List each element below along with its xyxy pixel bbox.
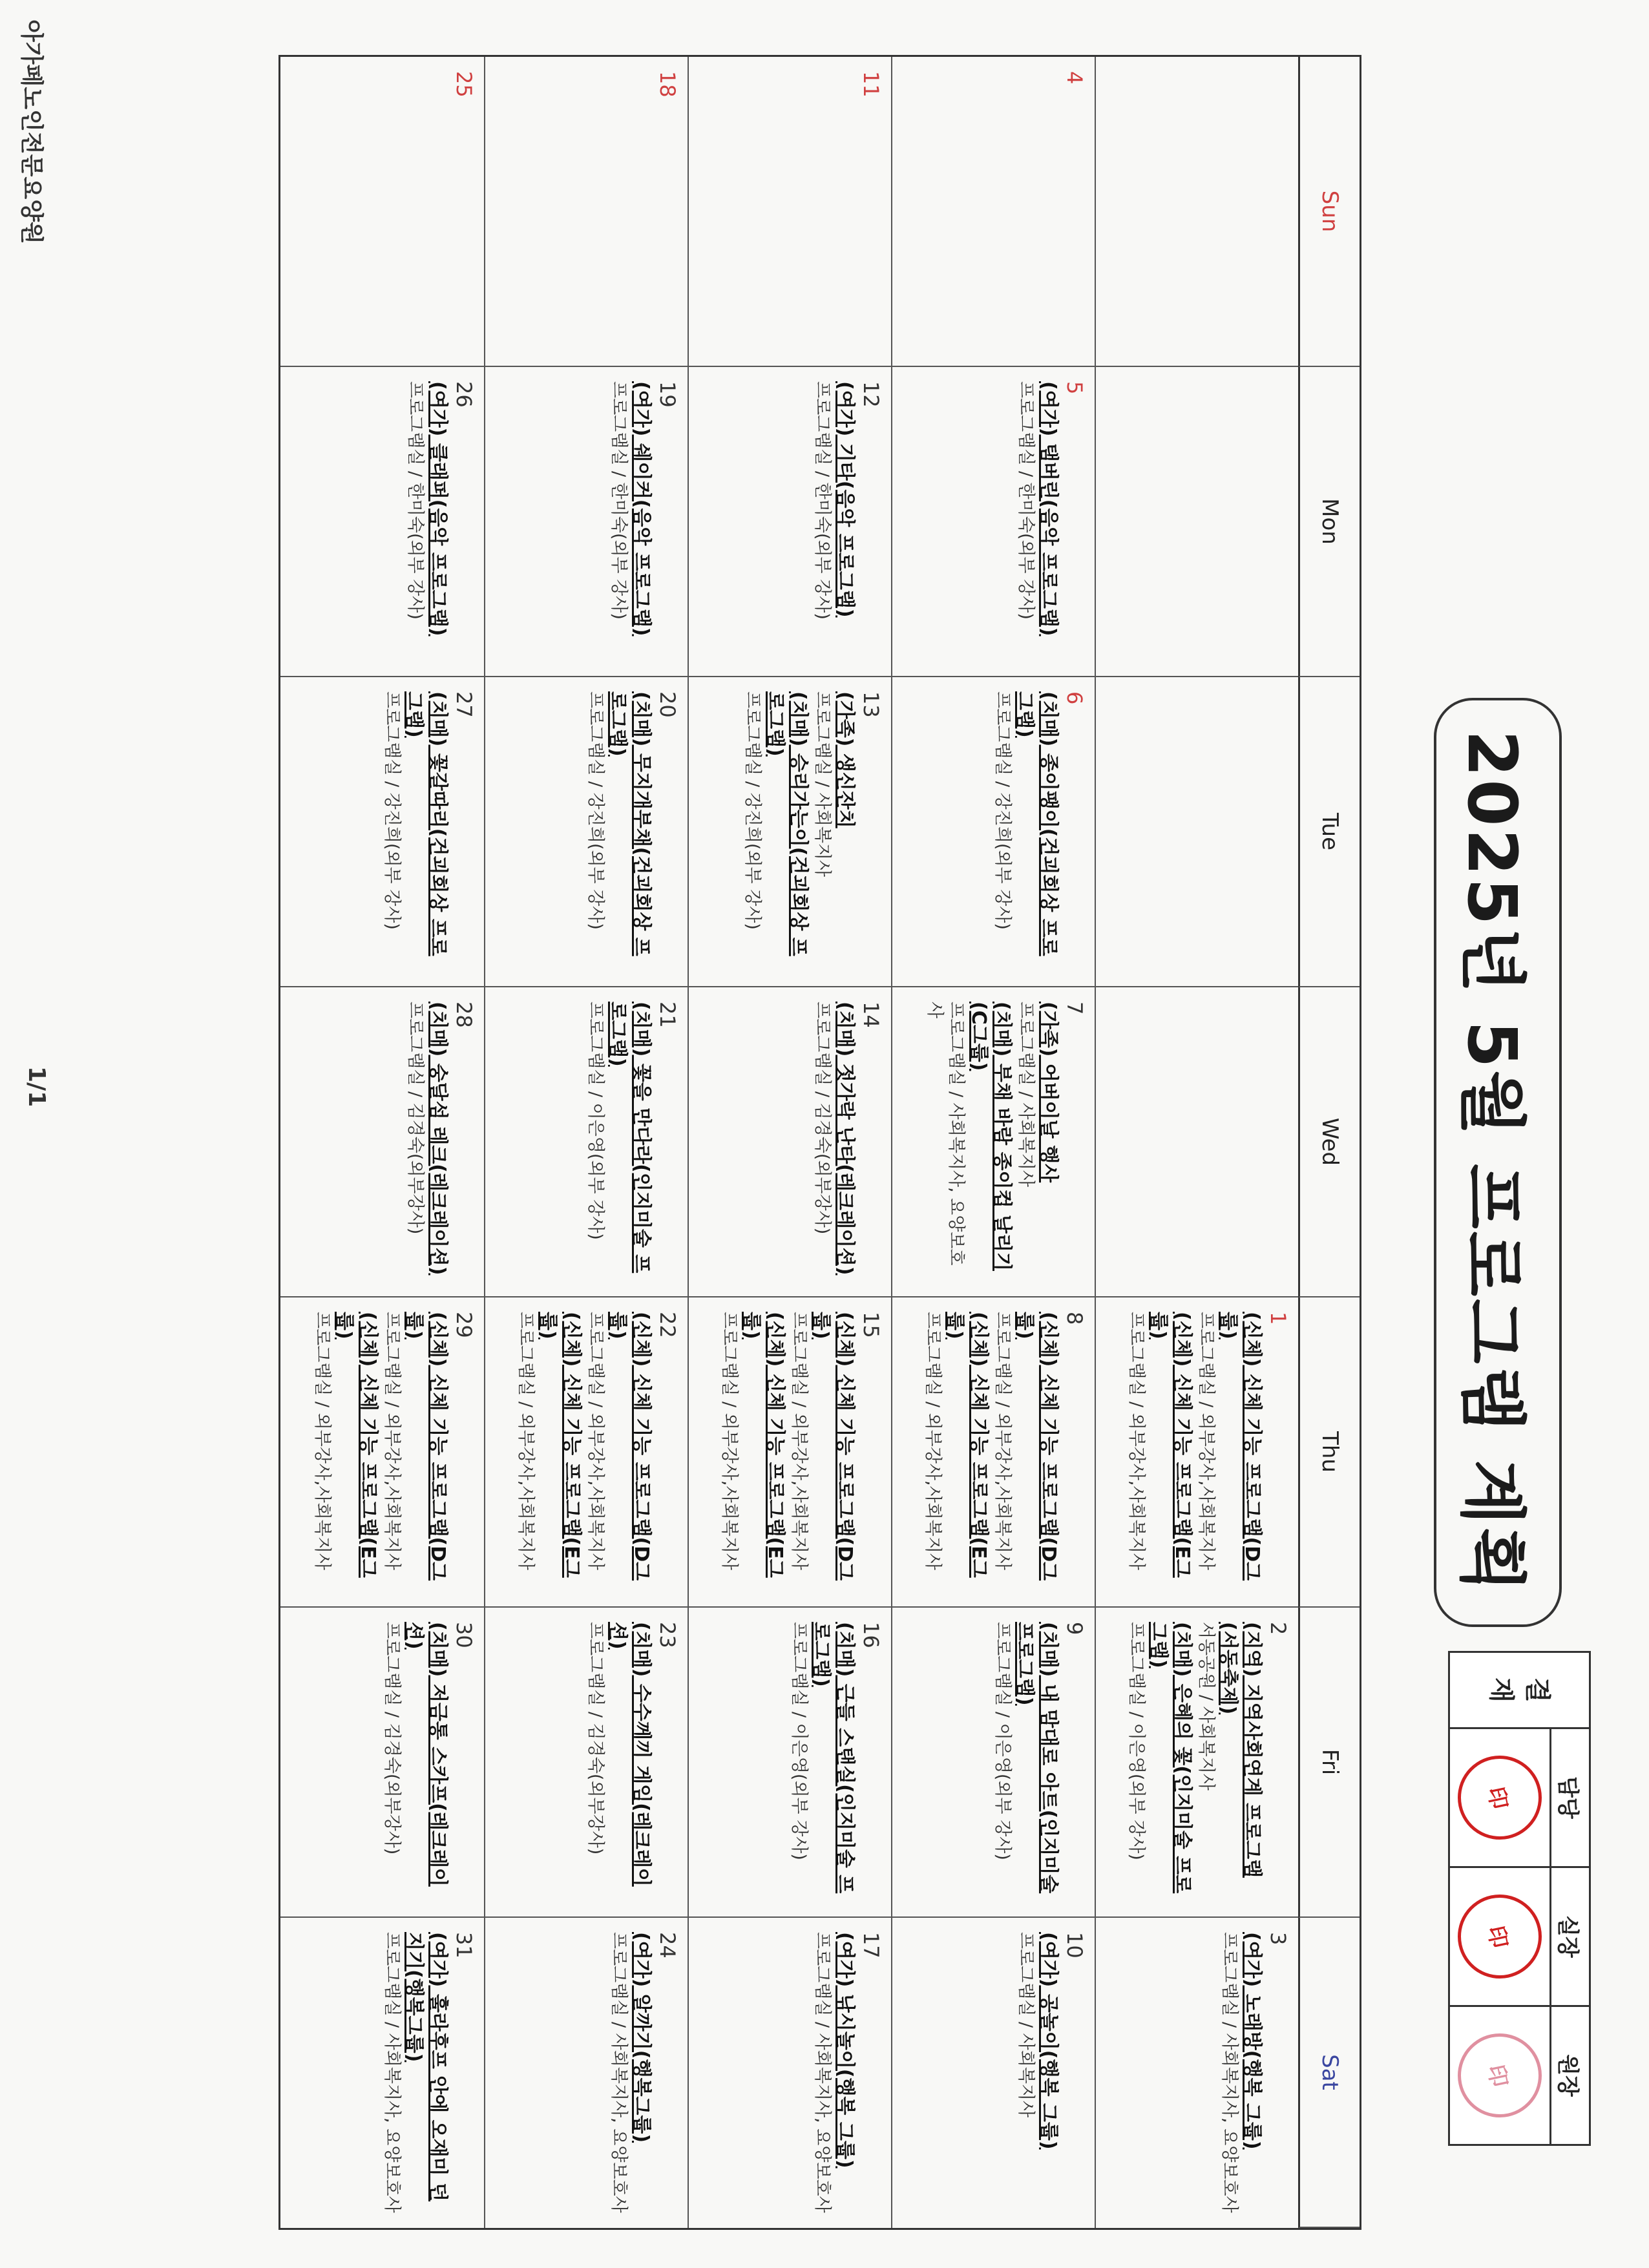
program-location-staff: 프로그램실 / 강진희(외부 강사) (992, 691, 1013, 930)
day-number: 22 (655, 1312, 680, 1338)
program-location-staff: 프로그램실 / 강진희(외부 강사) (381, 691, 402, 930)
program-title: (여가) 기타(음악 프로그램) (834, 381, 856, 618)
day-number: 20 (655, 691, 680, 718)
calendar-day-cell (1095, 1608, 1298, 1918)
program-title: (여가) 공놀이(행복 그룹) (1037, 1932, 1060, 2150)
program-location-staff: 프로그램실 / 김경숙(외부강사) (405, 1002, 426, 1235)
program-event (921, 1312, 990, 1592)
program-title: (가족) 생신잔치 (834, 691, 856, 828)
calendar-day-cell (1095, 57, 1298, 367)
calendar-day-cell (484, 677, 688, 987)
program-title: (신체) 신체 기능 프로그램(D그룹) (403, 1312, 449, 1581)
program-title: (지역) 지역사회연계 프로그램(서동축제) (1217, 1622, 1263, 1878)
program-location-staff: 프로그램실 / 외부강사,사회복지사 (515, 1312, 536, 1570)
day-number: 8 (1062, 1312, 1087, 1325)
program-title: (여가) 알까기(행복그룹) (630, 1932, 653, 2143)
approval-label (1450, 1653, 1589, 1729)
program-location-staff: 프로그램실 / 이은영(외부 강사) (585, 1002, 605, 1240)
program-title: (여가) 클래퍼(음악 프로그램) (426, 381, 449, 636)
program-title: (치매) 내 맘대로 아트(인지미술 프로그램) (1013, 1622, 1060, 1894)
program-title: (신체) 신체 기능 프로그램(E그룹) (536, 1312, 583, 1578)
program-event (991, 691, 1060, 972)
program-event (607, 1932, 653, 2214)
program-title: (신체) 신체 기능 프로그램(E그룹) (943, 1312, 990, 1578)
calendar-day-cell (280, 367, 484, 677)
calendar-day-cell (688, 987, 891, 1297)
calendar-day-cell (688, 1608, 891, 1918)
program-location-staff: 프로그램실 / 외부강사,사회복지사 (311, 1312, 332, 1570)
program-title: (여가) 쉐이커(음악 프로그램) (630, 381, 653, 636)
calendar-day-cell (280, 57, 484, 367)
program-event (381, 1622, 449, 1902)
calendar-day-cell (688, 677, 891, 987)
approval-col-manager (1450, 1729, 1589, 1868)
footer-page-number: 1/1 (23, 1066, 50, 1108)
program-location-staff: 프로그램실 / 외부강사,사회복지사 (585, 1312, 605, 1570)
program-title: (치매) 무지개부채(건괴회상 프로그램) (606, 691, 653, 956)
day-number: 15 (859, 1312, 883, 1338)
program-location-staff: 프로그램실 / 사회복지사 (1016, 1932, 1036, 2118)
program-title: (치매) 은혜의 꽃(인지미술 프로그램) (1147, 1622, 1193, 1894)
calendar-day-cell (280, 1918, 484, 2228)
program-title: (치매) 젓가락 난타(레크레이션) (834, 1002, 856, 1276)
day-number: 2 (1266, 1622, 1290, 1635)
calendar-day-cell (280, 1608, 484, 1918)
program-location-staff: 프로그램실 / 외부강사,사회복지사 (719, 1312, 739, 1570)
program-location-staff: 프로그램실 / 한미숙(외부 강사) (812, 381, 833, 620)
program-event (607, 381, 653, 662)
program-title: (신체) 신체 기능 프로그램(E그룹) (740, 1312, 786, 1578)
seal-stamp-icon: 印 (1450, 1887, 1549, 1986)
program-event (811, 381, 856, 662)
program-location-staff: 프로그램실 / 이은영(외부 강사) (788, 1622, 809, 1860)
day-number: 19 (655, 381, 680, 408)
calendar-day-cell (891, 1297, 1095, 1608)
program-location-staff: 프로그램실 / 사회복지사, 요양보호사 (812, 1932, 833, 2213)
program-location-staff: 프로그램실 / 외부강사,사회복지사 (381, 1312, 402, 1570)
calendar-day-cell (484, 987, 688, 1297)
program-event (811, 691, 856, 972)
program-location-staff: 프로그램실 / 김경숙(외부강사) (812, 1002, 833, 1235)
program-title: (치매) 꽃을 만다라(인지미술 프로그램) (606, 1002, 653, 1274)
approval-col-chief (1450, 1868, 1589, 2007)
program-title: (여가) 노래방(행복 그룹) (1241, 1932, 1263, 2150)
program-location-staff: 프로그램실 / 한미숙(외부 강사) (609, 381, 629, 620)
program-location-staff: 프로그램실 / 사회복지사, 요양보호사 (609, 1932, 629, 2213)
day-number: 10 (1062, 1932, 1087, 1958)
weekday-header: Sat (1298, 1918, 1360, 2228)
calendar-day-cell (484, 1918, 688, 2228)
calendar-day-cell (891, 987, 1095, 1297)
day-number: 17 (859, 1932, 883, 1958)
day-number: 31 (452, 1932, 476, 1958)
program-event (1218, 1932, 1263, 2214)
calendar-day-cell (280, 677, 484, 987)
seal-stamp-icon: 印 (1450, 2026, 1549, 2125)
approval-col-director (1450, 2007, 1589, 2144)
day-number: 30 (452, 1622, 476, 1648)
program-location-staff: 프로그램실 / 강진희(외부 강사) (742, 691, 763, 930)
day-number: 16 (859, 1622, 883, 1648)
day-number: 21 (655, 1002, 680, 1028)
program-event (1014, 1932, 1060, 2214)
calendar-day-cell (891, 1608, 1095, 1918)
program-event (1014, 1002, 1060, 1282)
calendar-day-cell (1095, 987, 1298, 1297)
program-event (788, 1622, 856, 1902)
day-number: 28 (452, 1002, 476, 1028)
program-title: (여가) 훌라후프 안에 오재미 던지기(행복그룹) (403, 1932, 449, 2201)
program-event (811, 1932, 856, 2214)
program-title: (여가) 탬버린(음악 프로그램) (1037, 381, 1060, 636)
program-event (1195, 1312, 1263, 1592)
program-location-staff: 프로그램실 / 이은영(외부 강사) (992, 1622, 1013, 1860)
program-event (404, 381, 449, 662)
approval-header-director: 원장 (1549, 2007, 1589, 2144)
program-event (741, 691, 810, 972)
program-event (923, 1002, 1013, 1282)
calendar-day-cell (688, 57, 891, 367)
day-number: 6 (1062, 691, 1087, 705)
calendar-day-cell (280, 987, 484, 1297)
program-location-staff: 프로그램실 / 한미숙(외부 강사) (1016, 381, 1036, 620)
program-location-staff: 프로그램실 / 외부강사,사회복지사 (1195, 1312, 1216, 1570)
weekday-header: Fri (1298, 1608, 1360, 1918)
calendar-day-cell (484, 1608, 688, 1918)
calendar-day-cell (1095, 1918, 1298, 2228)
weekday-header: Tue (1298, 677, 1360, 987)
day-number: 25 (452, 71, 476, 98)
program-title: (치매) 종이팽이(건괴회상 프로그램) (1013, 691, 1060, 956)
calendar-day-cell (484, 367, 688, 677)
title-box (1434, 698, 1562, 1627)
program-event (311, 1312, 379, 1592)
program-title: (가족) 어버이날 행사 (1037, 1002, 1060, 1183)
seal-stamp-icon: 印 (1450, 1748, 1549, 1847)
day-number: 4 (1062, 71, 1087, 85)
calendar-day-cell (891, 367, 1095, 677)
day-number: 7 (1062, 1002, 1087, 1015)
program-location-staff: 프로그램실 / 외부강사,사회복지사 (992, 1312, 1013, 1570)
calendar-day-cell (1095, 367, 1298, 677)
program-event (381, 691, 449, 972)
program-event (1125, 1622, 1193, 1902)
day-number: 11 (859, 71, 883, 98)
day-number: 3 (1266, 1932, 1290, 1946)
program-title: (치매) 수수께끼 게임(레크레이션) (606, 1622, 653, 1887)
program-event (718, 1312, 786, 1592)
program-event (811, 1002, 856, 1282)
calendar-day-cell (280, 1297, 484, 1608)
day-number: 13 (859, 691, 883, 718)
program-title: (치매) 숭달섬 레크(레크레이션) (426, 1002, 449, 1276)
weekday-header: Wed (1298, 987, 1360, 1297)
program-location-staff: 프로그램실 / 외부강사,사회복지사 (922, 1312, 943, 1570)
program-location-staff: 프로그램실 / 사회복지사, 요양보호사 (381, 1932, 402, 2213)
calendar-day-cell (891, 1918, 1095, 2228)
program-event (381, 1932, 449, 2214)
program-title: (신체) 신체 기능 프로그램(E그룹) (1147, 1312, 1193, 1578)
program-event (404, 1002, 449, 1282)
program-event (584, 1622, 653, 1902)
program-event (514, 1312, 583, 1592)
program-location-staff: 프로그램실 / 이은영(외부 강사) (1126, 1622, 1146, 1860)
approval-header-chief: 실장 (1549, 1868, 1589, 2005)
approval-table (1448, 1651, 1591, 2146)
program-location-staff: 프로그램실 / 사회복지사 (1016, 1002, 1036, 1188)
program-event (991, 1622, 1060, 1902)
calendar-day-cell (1095, 677, 1298, 987)
day-number: 14 (859, 1002, 883, 1028)
approval-label-top: 결 (1522, 1677, 1553, 1703)
program-location-staff: 프로그램실 / 외부강사,사회복지사 (788, 1312, 809, 1570)
calendar-day-cell (891, 57, 1095, 367)
program-event (1125, 1312, 1193, 1592)
program-event (584, 1002, 653, 1282)
program-event (584, 691, 653, 972)
program-title: (치매) 근들 스탠실(인지미술 프로그램) (810, 1622, 856, 1894)
footer-org-name: 아가페노인전문요양원 (18, 19, 45, 244)
program-event (584, 1312, 653, 1592)
program-location-staff: 프로그램실 / 외부강사,사회복지사 (1126, 1312, 1146, 1570)
program-event (991, 1312, 1060, 1592)
day-number: 24 (655, 1932, 680, 1958)
day-number: 26 (452, 381, 476, 408)
approval-header-manager: 담당 (1549, 1729, 1589, 1866)
calendar-day-cell (484, 57, 688, 367)
program-location-staff: 프로그램실 / 사회복지사, 요양보호사 (1219, 1932, 1240, 2213)
day-number: 27 (452, 691, 476, 718)
approval-label-bottom: 재 (1486, 1677, 1517, 1703)
program-location-staff: 서동공원 / 사회복지사 (1195, 1622, 1216, 1790)
program-title: (신체) 신체 기능 프로그램(E그룹) (333, 1312, 379, 1578)
program-title: (신체) 신체 기능 프로그램(D그룹) (606, 1312, 653, 1581)
program-location-staff: 프로그램실 / 사회복지사 (812, 691, 833, 877)
program-location-staff: 프로그램실 / 김경숙(외부강사) (381, 1622, 402, 1855)
day-number: 18 (655, 71, 680, 98)
weekday-header: Thu (1298, 1297, 1360, 1608)
program-title: (여가) 낚시놀이(행복 그룹) (834, 1932, 856, 2168)
day-number: 29 (452, 1312, 476, 1338)
weekday-header: Sun (1298, 57, 1360, 367)
calendar-day-cell (484, 1297, 688, 1608)
day-number: 23 (655, 1622, 680, 1648)
day-number: 12 (859, 381, 883, 408)
program-title: (치매) 승리가는이(건괴회상 프로그램) (763, 691, 810, 956)
program-event (1014, 381, 1060, 662)
day-number: 9 (1062, 1622, 1087, 1635)
program-event (381, 1312, 449, 1592)
calendar-day-cell (1095, 1297, 1298, 1608)
month-calendar (278, 55, 1361, 2230)
program-event (788, 1312, 856, 1592)
calendar-day-cell (891, 677, 1095, 987)
program-location-staff: 프로그램실 / 강진희(외부 강사) (585, 691, 605, 930)
program-title: (신체) 신체 기능 프로그램(D그룹) (1217, 1312, 1263, 1581)
calendar-day-cell (688, 1918, 891, 2228)
page-title: 2025년 5월 프로그램 계획 (1453, 730, 1531, 1595)
program-title: (치매) 부채 바람 종이컵 날리기(C그룹) (967, 1002, 1014, 1271)
day-number: 1 (1266, 1312, 1290, 1325)
program-location-staff: 프로그램실 / 한미숙(외부 강사) (405, 381, 426, 620)
program-event (1195, 1622, 1263, 1902)
program-title: (치매) 꽃갈따리(건괴회상 프로그램) (403, 691, 449, 956)
calendar-day-cell (688, 1297, 891, 1608)
program-title: (치매) 저금통 스카프(레크레이션) (403, 1622, 449, 1887)
weekday-header: Mon (1298, 367, 1360, 677)
program-title: (신체) 신체 기능 프로그램(D그룹) (1013, 1312, 1060, 1581)
program-location-staff: 프로그램실 / 사회복지사, 요양보호사 (925, 1002, 967, 1266)
program-title: (신체) 신체 기능 프로그램(D그룹) (810, 1312, 856, 1581)
calendar-day-cell (688, 367, 891, 677)
program-location-staff: 프로그램실 / 김경숙(외부강사) (585, 1622, 605, 1855)
day-number: 5 (1062, 381, 1087, 395)
